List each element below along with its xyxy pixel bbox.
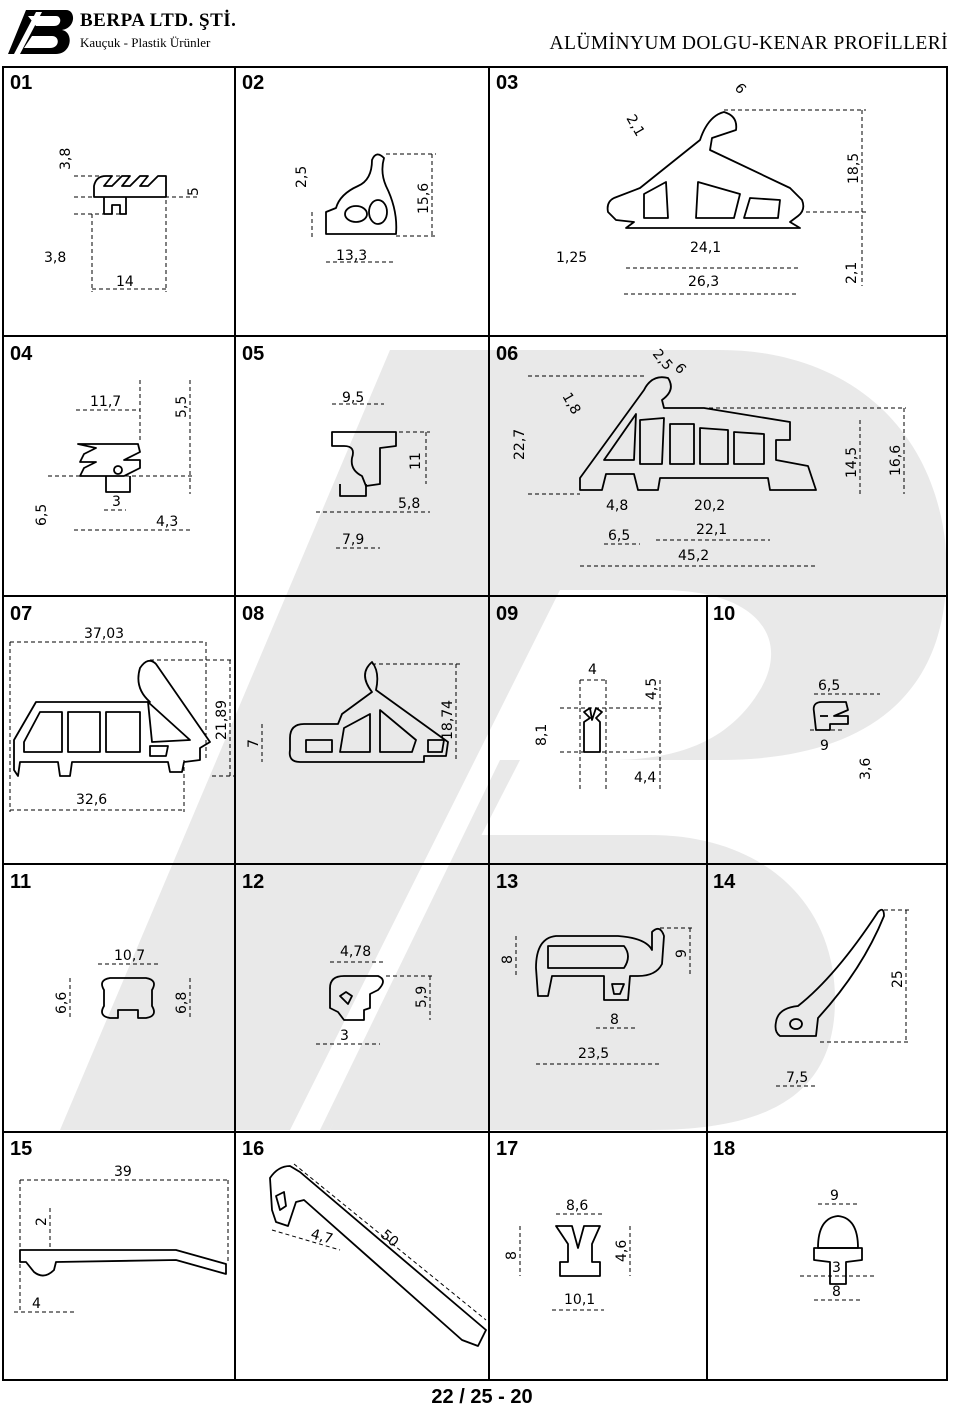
dim-13-3: 8 — [610, 1012, 619, 1028]
dim-16-1: 50 — [377, 1226, 402, 1251]
dim-04-3: 6,5 — [34, 503, 50, 526]
cell-number-12: 12 — [242, 871, 265, 893]
page-code: 22 / 25 - 20 — [431, 1386, 533, 1408]
dim-09-4: 4,4 — [634, 770, 657, 786]
cell-number-14: 14 — [713, 871, 736, 893]
profile-17-drawing — [556, 1226, 600, 1276]
cell-number-02: 02 — [242, 72, 265, 94]
dim-01-4: 14 — [116, 274, 134, 290]
dim-03-4: 1,25 — [556, 250, 588, 266]
dim-16-2: 4,7 — [308, 1226, 335, 1248]
dim-13-4: 23,5 — [578, 1046, 610, 1062]
dim-18-1: 9 — [830, 1188, 839, 1204]
dim-06-5: 14,5 — [844, 446, 860, 478]
dim-12-2: 5,9 — [414, 985, 430, 1008]
dim-06-6: 16,6 — [888, 444, 904, 476]
profile-01-drawing — [94, 176, 166, 214]
dim-07-1: 37,03 — [84, 626, 125, 642]
dim-03-1: 2,1 — [622, 112, 648, 140]
dim-04-1: 11,7 — [90, 394, 122, 410]
dim-06-2: 6 — [670, 360, 689, 378]
profile-10-drawing — [814, 702, 848, 730]
dim-12-3: 3 — [340, 1028, 349, 1044]
profile-09-drawing — [584, 708, 602, 752]
dim-04-2: 5,5 — [174, 395, 190, 418]
cell-number-18: 18 — [713, 1138, 736, 1160]
dim-14-2: 7,5 — [786, 1070, 809, 1086]
cell-number-17: 17 — [496, 1138, 519, 1160]
profile-16-drawing — [270, 1166, 486, 1346]
profile-11-drawing — [102, 978, 154, 1018]
dim-06-10: 22,1 — [696, 522, 728, 538]
dim-06-4: 22,7 — [512, 428, 528, 460]
dim-14-1: 25 — [890, 970, 906, 988]
dim-05-4: 7,9 — [342, 532, 365, 548]
dim-01-2: 5 — [186, 187, 202, 196]
dim-13-1: 8 — [500, 955, 516, 964]
dim-02-3: 13,3 — [336, 248, 368, 264]
cell-number-07: 07 — [10, 603, 33, 625]
dim-08-1: 7 — [246, 739, 262, 748]
document-title: ALÜMİNYUM DOLGU-KENAR PROFİLLERİ — [549, 33, 948, 54]
cell-number-06: 06 — [496, 343, 519, 365]
cell-number-11: 11 — [10, 871, 32, 893]
profile-08-drawing — [290, 662, 448, 762]
dim-03-2: 6 — [730, 80, 749, 98]
profile-02-drawing — [326, 154, 396, 234]
dim-03-7: 2,1 — [844, 261, 860, 284]
dim-01-1: 3,8 — [58, 147, 74, 170]
dim-09-1: 4 — [588, 662, 597, 678]
dim-07-3: 32,6 — [76, 792, 108, 808]
dim-11-1: 10,7 — [114, 948, 146, 964]
dim-05-1: 9,5 — [342, 390, 365, 406]
dim-18-3: 8 — [832, 1284, 841, 1300]
dim-04-4: 3 — [112, 494, 121, 510]
company-tagline: Kauçuk - Plastik Ürünler — [80, 35, 211, 50]
dim-11-2: 6,6 — [54, 991, 70, 1014]
dim-04-5: 4,3 — [156, 514, 179, 530]
profile-06-drawing — [580, 377, 816, 490]
dim-06-1: 2,5 — [648, 346, 676, 374]
profile-07-drawing — [14, 661, 210, 776]
company-name: BERPA LTD. ŞTİ. — [80, 10, 237, 31]
dim-02-1: 2,5 — [294, 165, 310, 188]
dim-13-2: 9 — [674, 949, 690, 958]
dim-03-6: 26,3 — [688, 274, 720, 290]
dim-15-3: 4 — [32, 1296, 41, 1312]
dim-17-2: 8 — [504, 1251, 520, 1260]
dim-15-2: 2 — [34, 1217, 50, 1226]
dim-15-1: 39 — [114, 1164, 132, 1180]
cell-number-10: 10 — [713, 603, 736, 625]
dim-01-3: 3,8 — [44, 250, 67, 266]
dim-18-2: 3 — [832, 1260, 841, 1276]
dim-09-2: 4,5 — [644, 677, 660, 700]
profile-04-drawing — [78, 444, 140, 492]
dim-06-11: 45,2 — [678, 548, 710, 564]
dim-11-3: 6,8 — [174, 991, 190, 1014]
dim-07-2: 21,89 — [214, 699, 230, 740]
profile-12-drawing — [330, 976, 383, 1020]
dimension-lines — [10, 110, 910, 1320]
cell-number-08: 08 — [242, 603, 265, 625]
dim-17-1: 8,6 — [566, 1198, 589, 1214]
cell-number-03: 03 — [496, 72, 519, 94]
cell-number-13: 13 — [496, 871, 519, 893]
dim-10-2: 9 — [820, 738, 829, 754]
cell-number-04: 04 — [10, 343, 33, 365]
dim-03-3: 18,5 — [846, 152, 862, 184]
dim-03-5: 24,1 — [690, 240, 722, 256]
dim-08-2: 18,74 — [440, 699, 456, 740]
profile-14-drawing — [776, 910, 885, 1036]
dim-05-3: 5,8 — [398, 496, 421, 512]
dim-10-3: 3,6 — [858, 757, 874, 780]
profile-15-drawing — [20, 1250, 226, 1276]
dim-12-1: 4,78 — [340, 944, 372, 960]
dim-05-2: 11 — [408, 452, 424, 470]
profile-13-drawing — [536, 929, 664, 1000]
dim-06-3: 1,8 — [558, 390, 584, 418]
dim-06-8: 20,2 — [694, 498, 726, 514]
dim-02-2: 15,6 — [416, 182, 432, 214]
profile-05-drawing — [332, 432, 396, 496]
cell-number-15: 15 — [10, 1138, 33, 1160]
dim-06-9: 6,5 — [608, 528, 631, 544]
cell-number-16: 16 — [242, 1138, 265, 1160]
cell-number-01: 01 — [10, 72, 33, 94]
dimension-labels — [32, 80, 906, 1312]
cell-number-09: 09 — [496, 603, 519, 625]
dim-10-1: 6,5 — [818, 678, 841, 694]
dim-06-7: 4,8 — [606, 498, 629, 514]
dim-17-3: 4,6 — [614, 1239, 630, 1262]
cell-number-05: 05 — [242, 343, 265, 365]
dim-17-4: 10,1 — [564, 1292, 596, 1308]
dim-09-3: 8,1 — [534, 723, 550, 746]
